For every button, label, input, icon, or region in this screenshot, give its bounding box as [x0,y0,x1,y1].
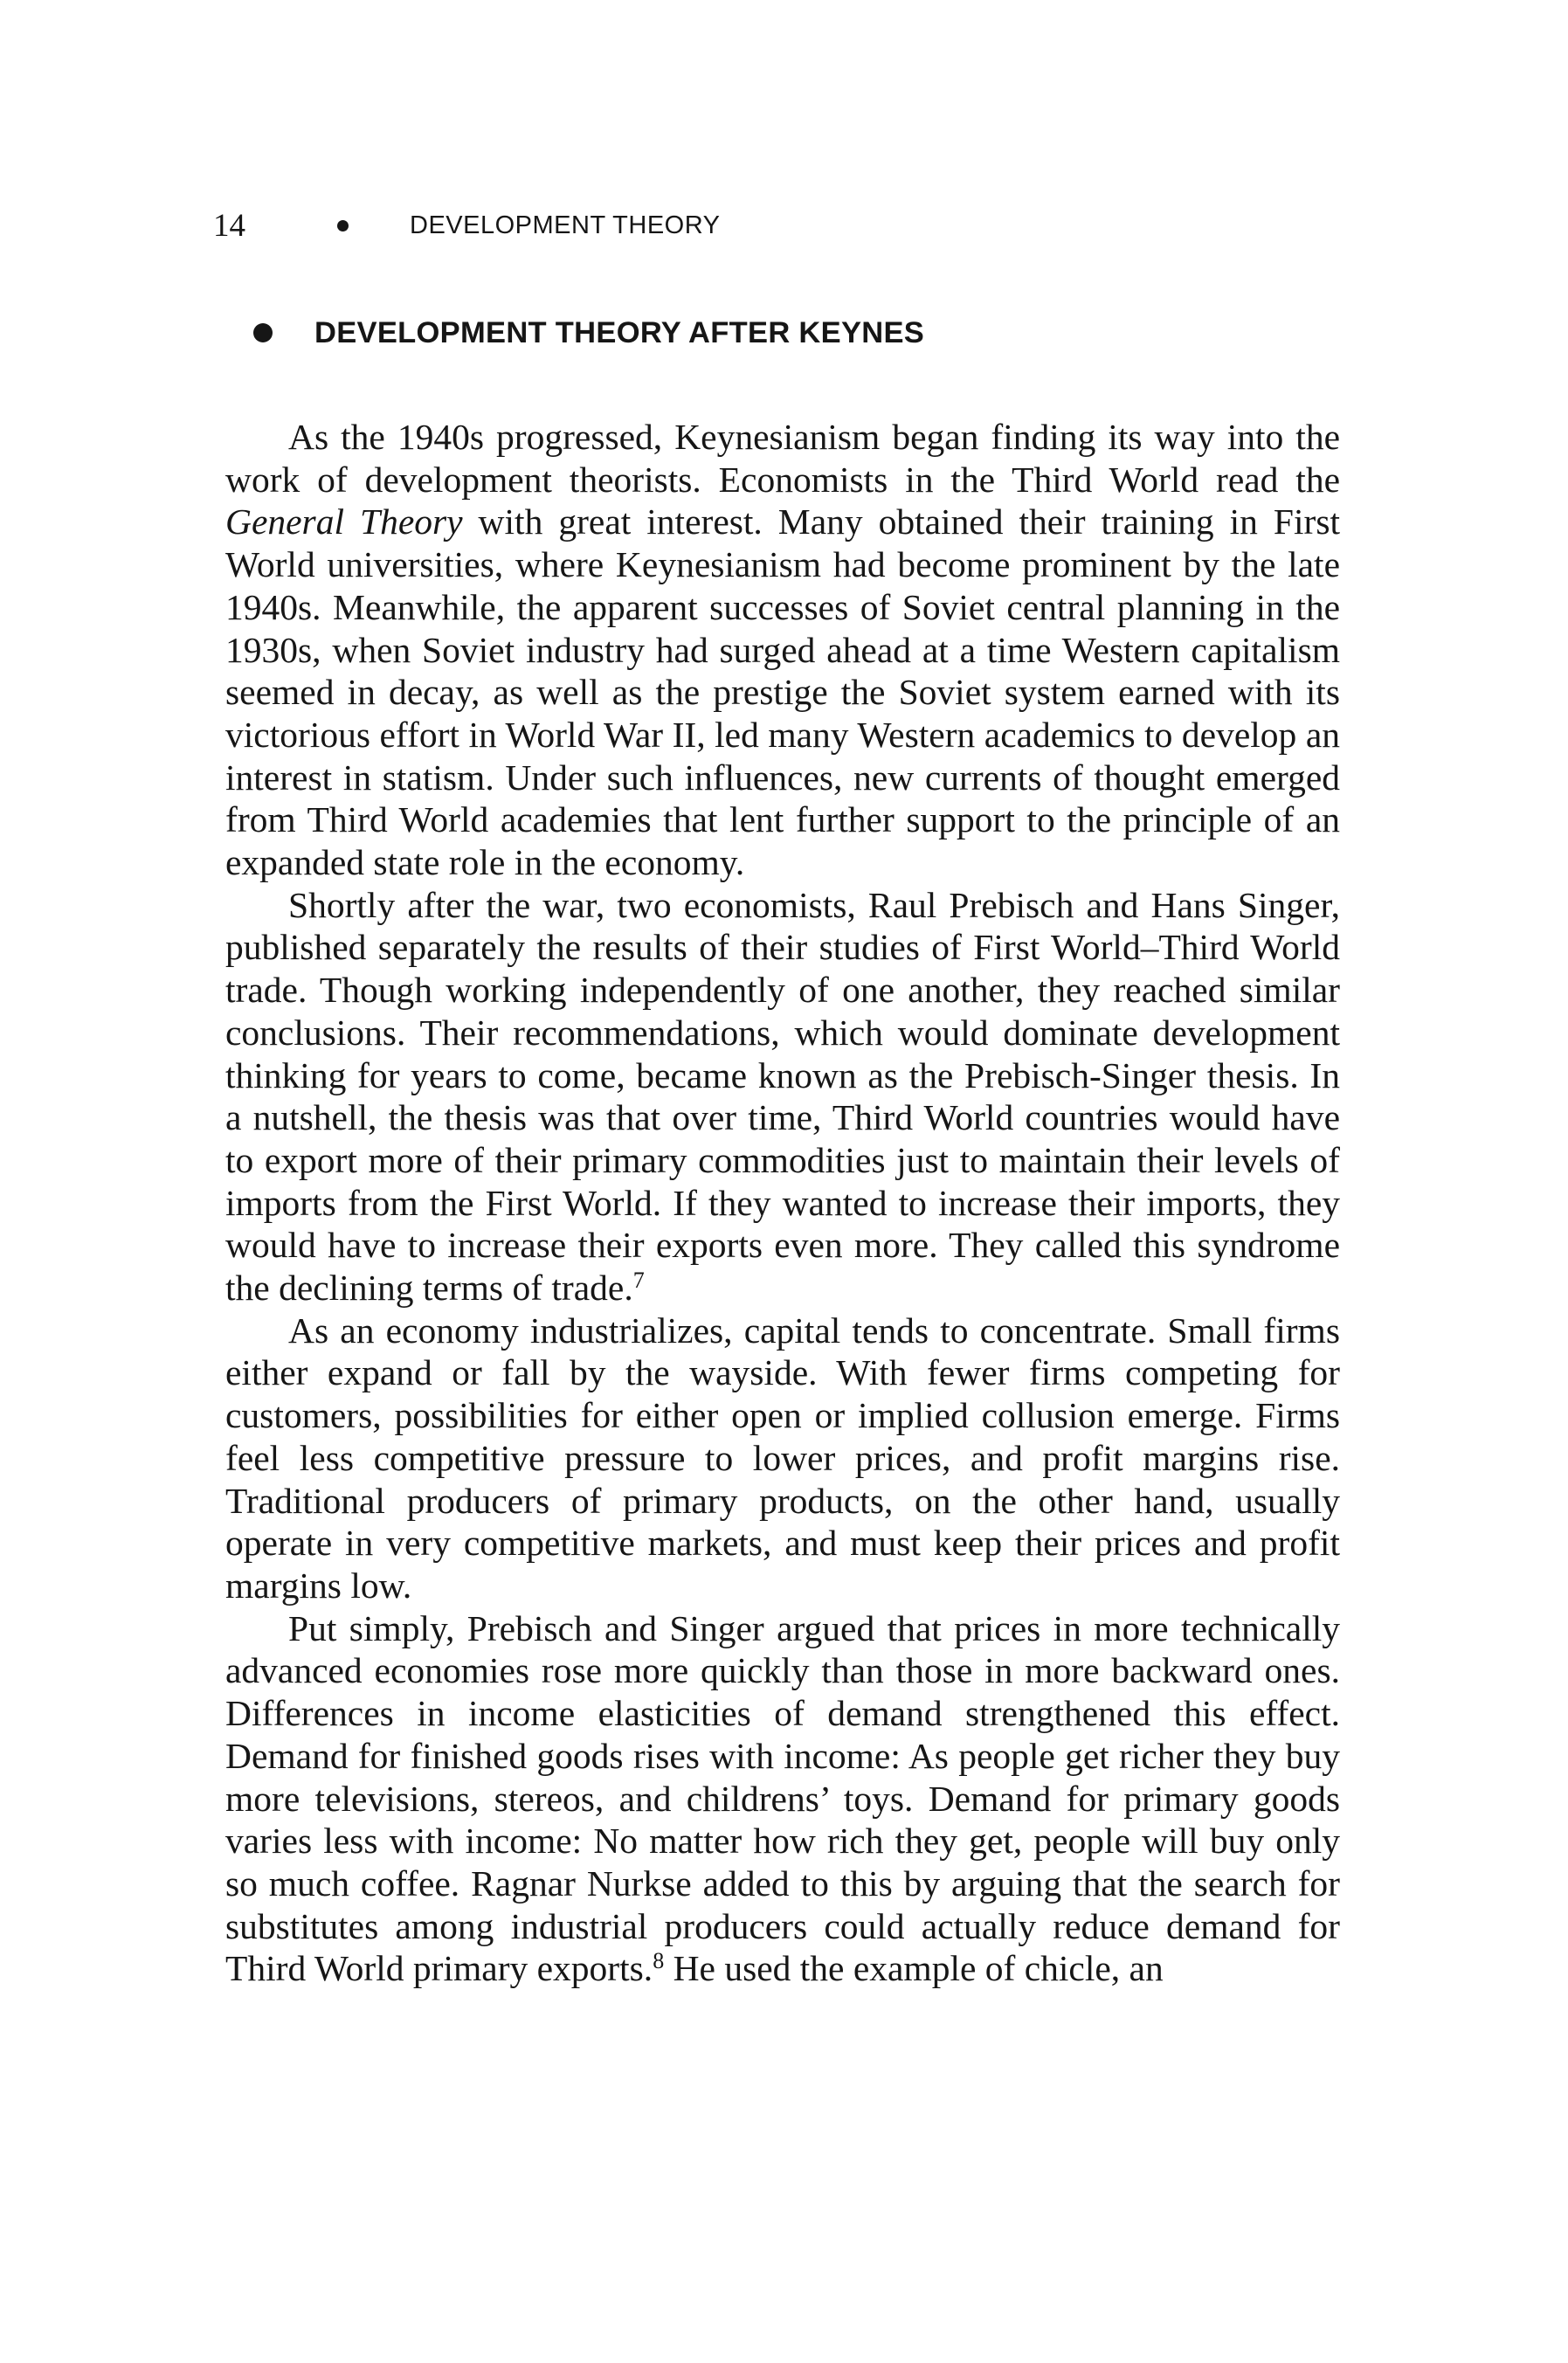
paragraph [225,1607,1340,1990]
body-text [225,416,1340,1990]
bullet-icon [253,323,273,342]
paragraph [225,1309,1340,1607]
paragraph-text: He used the example of chicle, an [664,1948,1164,1989]
paragraph-text: As an economy industrializes, capital tends to concentrate. Small firms either expand or fall by the wayside. With fewer firms competing for customers, possibilities for either open or implied collusion emerge. Firms feel less competitive pressure to lower prices, and profit margins rise. Traditional producers of primary products, on the other hand, usually operate in very competitive markets, and must keep their prices and profit margins low. [225,1309,1340,1606]
paragraph-text: with great interest. Many obtained their training in First World universities, where Keynesianism had become prominent by the late 1940s. Meanwhile, the apparent successes of Soviet central planning in the 1930s, when Soviet industry had surged ahead at a time Western capitalism seemed in decay, as well as the prestige the Soviet system earned with its victorious effort in World War II, led many Western academics to develop an interest in statism. Under such influences, new currents of thought emerged from Third World academies that lent further support to the principle of an expanded state role in the economy. [225,501,1341,883]
bullet-icon [337,220,349,231]
book-title: General Theory [225,501,463,542]
paragraph-text: Put simply, Prebisch and Singer argued that prices in more technically advanced economies rose more quickly than those in more backward ones. Differences in income elasticities of demand strengthened this effect. Demand for finished goods rises with income: As people get richer they buy more televisions, stereos, and childrens’ toys. Demand for primary goods varies less with income: No matter how rich they get, people will buy only so much coffee. Ragnar Nurkse added to this by arguing that the search for substitutes among industrial producers could actually reduce demand for Third World primary exports. [225,1607,1340,1989]
footnote-ref: 7 [632,1268,645,1294]
section-title: DEVELOPMENT THEORY AFTER KEYNES [314,315,925,349]
running-header [213,208,1366,243]
paragraph-text: As the 1940s progressed, Keynesianism began finding its way into the work of development theorists. Economists in the Third World read the [225,417,1340,500]
footnote-ref: 8 [653,1948,665,1974]
paragraph [225,416,1340,884]
running-title: DEVELOPMENT THEORY [410,211,721,239]
section-heading [253,311,924,355]
paragraph-text: Shortly after the war, two economists, Raul Prebisch and Hans Singer, published separately the results of their studies of First World–Third World trade. Though working independently of one another, they reached similar conclusions. Their recommendations, which would dominate development thinking for years to come, became known as the Prebisch-Singer thesis. In a nutshell, the thesis was that over time, Third World countries would have to export more of their primary commodities just to maintain their levels of imports from the First World. If they wanted to increase their imports, they would have to increase their exports even more. They called this syndrome the declining terms of trade. [225,884,1340,1309]
page-number: 14 [213,207,245,244]
paragraph [225,884,1340,1309]
